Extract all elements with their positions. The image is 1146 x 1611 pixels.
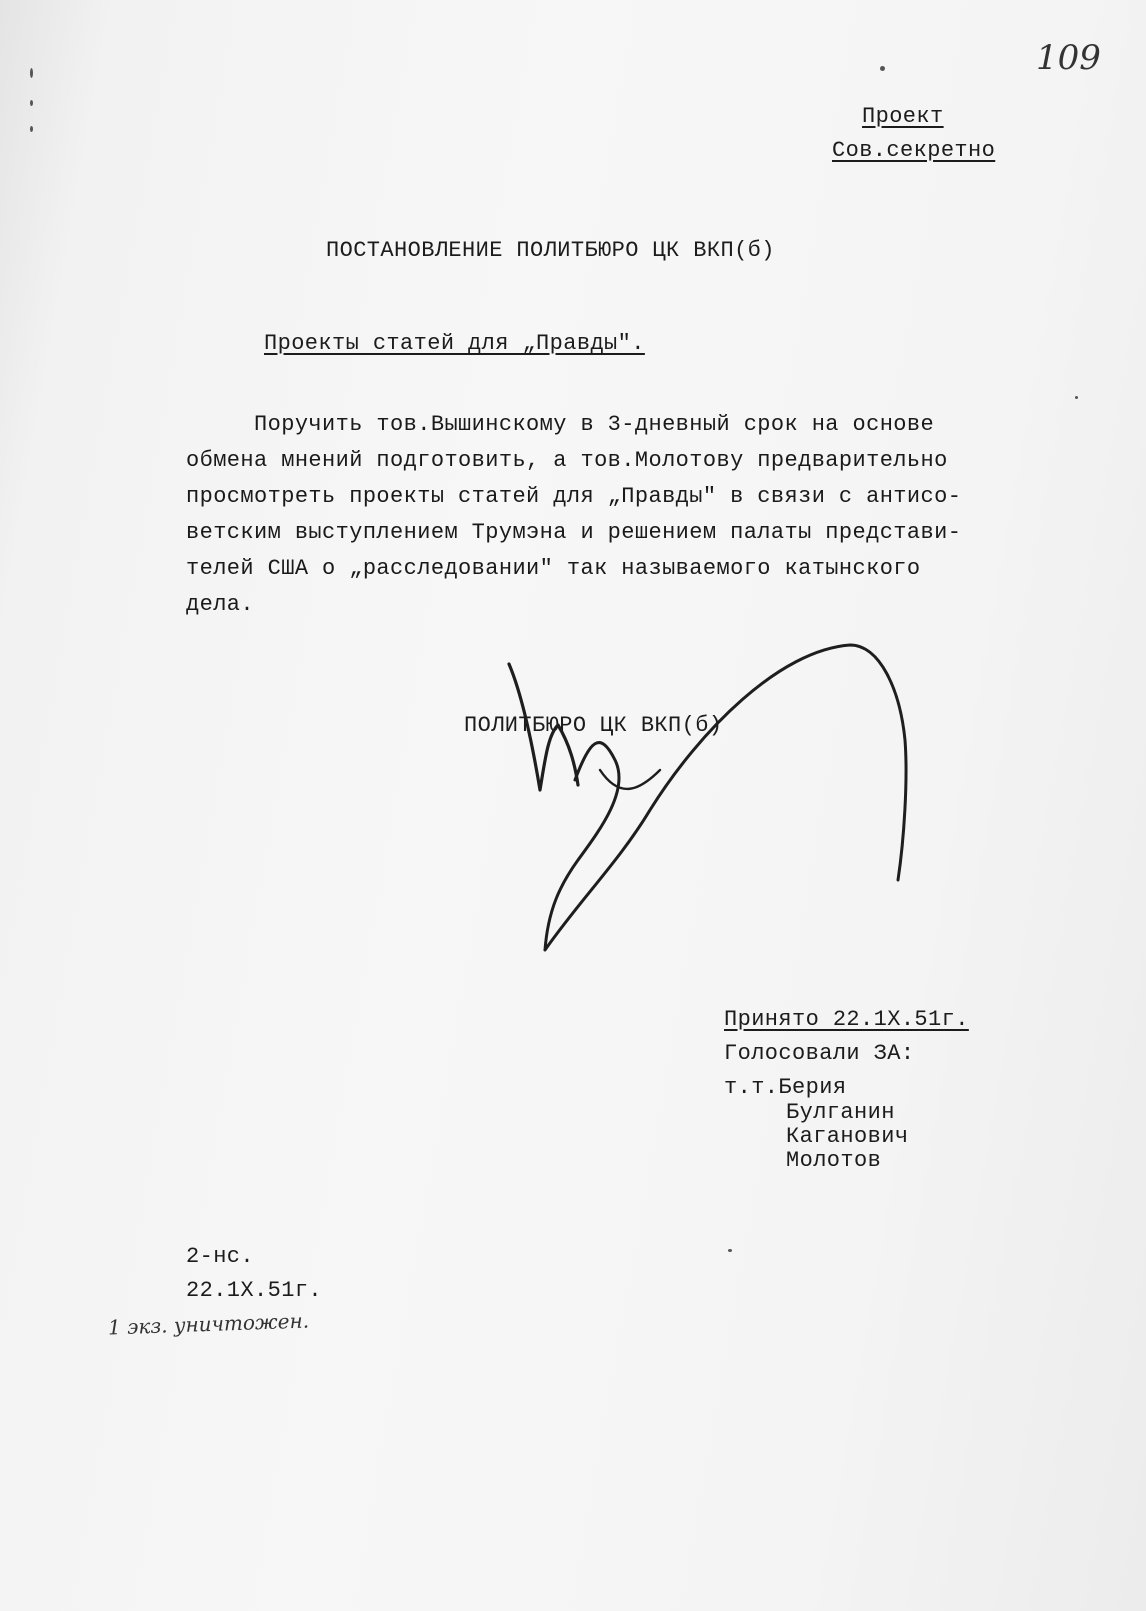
body-line: обмена мнений подготовить, а тов.Молотову предварительно bbox=[186, 448, 948, 473]
adopted-line: Принято 22.1X.51г. bbox=[724, 1007, 969, 1032]
voted-for-line: Голосовали ЗА: bbox=[724, 1041, 915, 1066]
copies-count: 2-нс. bbox=[186, 1244, 255, 1269]
folio-number: 109 bbox=[1036, 38, 1101, 78]
dust-speck bbox=[880, 66, 885, 71]
signature-block: ПОЛИТБЮРО ЦК ВКП(б) bbox=[464, 713, 723, 738]
voter-name: Булганин bbox=[786, 1100, 895, 1125]
dust-speck bbox=[1075, 396, 1078, 399]
body-line: ветским выступлением Трумэна и решением палаты представи- bbox=[186, 520, 962, 545]
punch-mark bbox=[30, 68, 33, 78]
subject-text: Проекты статей для „Правды". bbox=[264, 331, 645, 356]
dust-speck bbox=[728, 1249, 732, 1252]
document-subject bbox=[264, 331, 645, 356]
handwritten-note: 1 экз. уничтожен. bbox=[107, 1308, 310, 1340]
footer-date: 22.1X.51г. bbox=[186, 1278, 323, 1303]
body-line: телей США о „расследовании" так называемого катынского bbox=[186, 556, 921, 581]
classification-label: Сов.секретно bbox=[832, 138, 996, 163]
voter-name: Каганович bbox=[786, 1124, 909, 1149]
voter-name: Молотов bbox=[786, 1148, 882, 1173]
voter-name: т.т.Берия bbox=[724, 1075, 847, 1100]
document-title: ПОСТАНОВЛЕНИЕ ПОЛИТБЮРО ЦК ВКП(б) bbox=[326, 238, 775, 263]
body-line: просмотреть проекты статей для „Правды" в связи с антисо- bbox=[186, 484, 962, 509]
punch-mark bbox=[30, 100, 33, 106]
punch-mark bbox=[30, 126, 33, 132]
body-line: дела. bbox=[186, 592, 255, 617]
body-line: Поручить тов.Вышинскому в 3-дневный срок на основе bbox=[186, 412, 935, 437]
draft-label: Проект bbox=[862, 104, 944, 129]
